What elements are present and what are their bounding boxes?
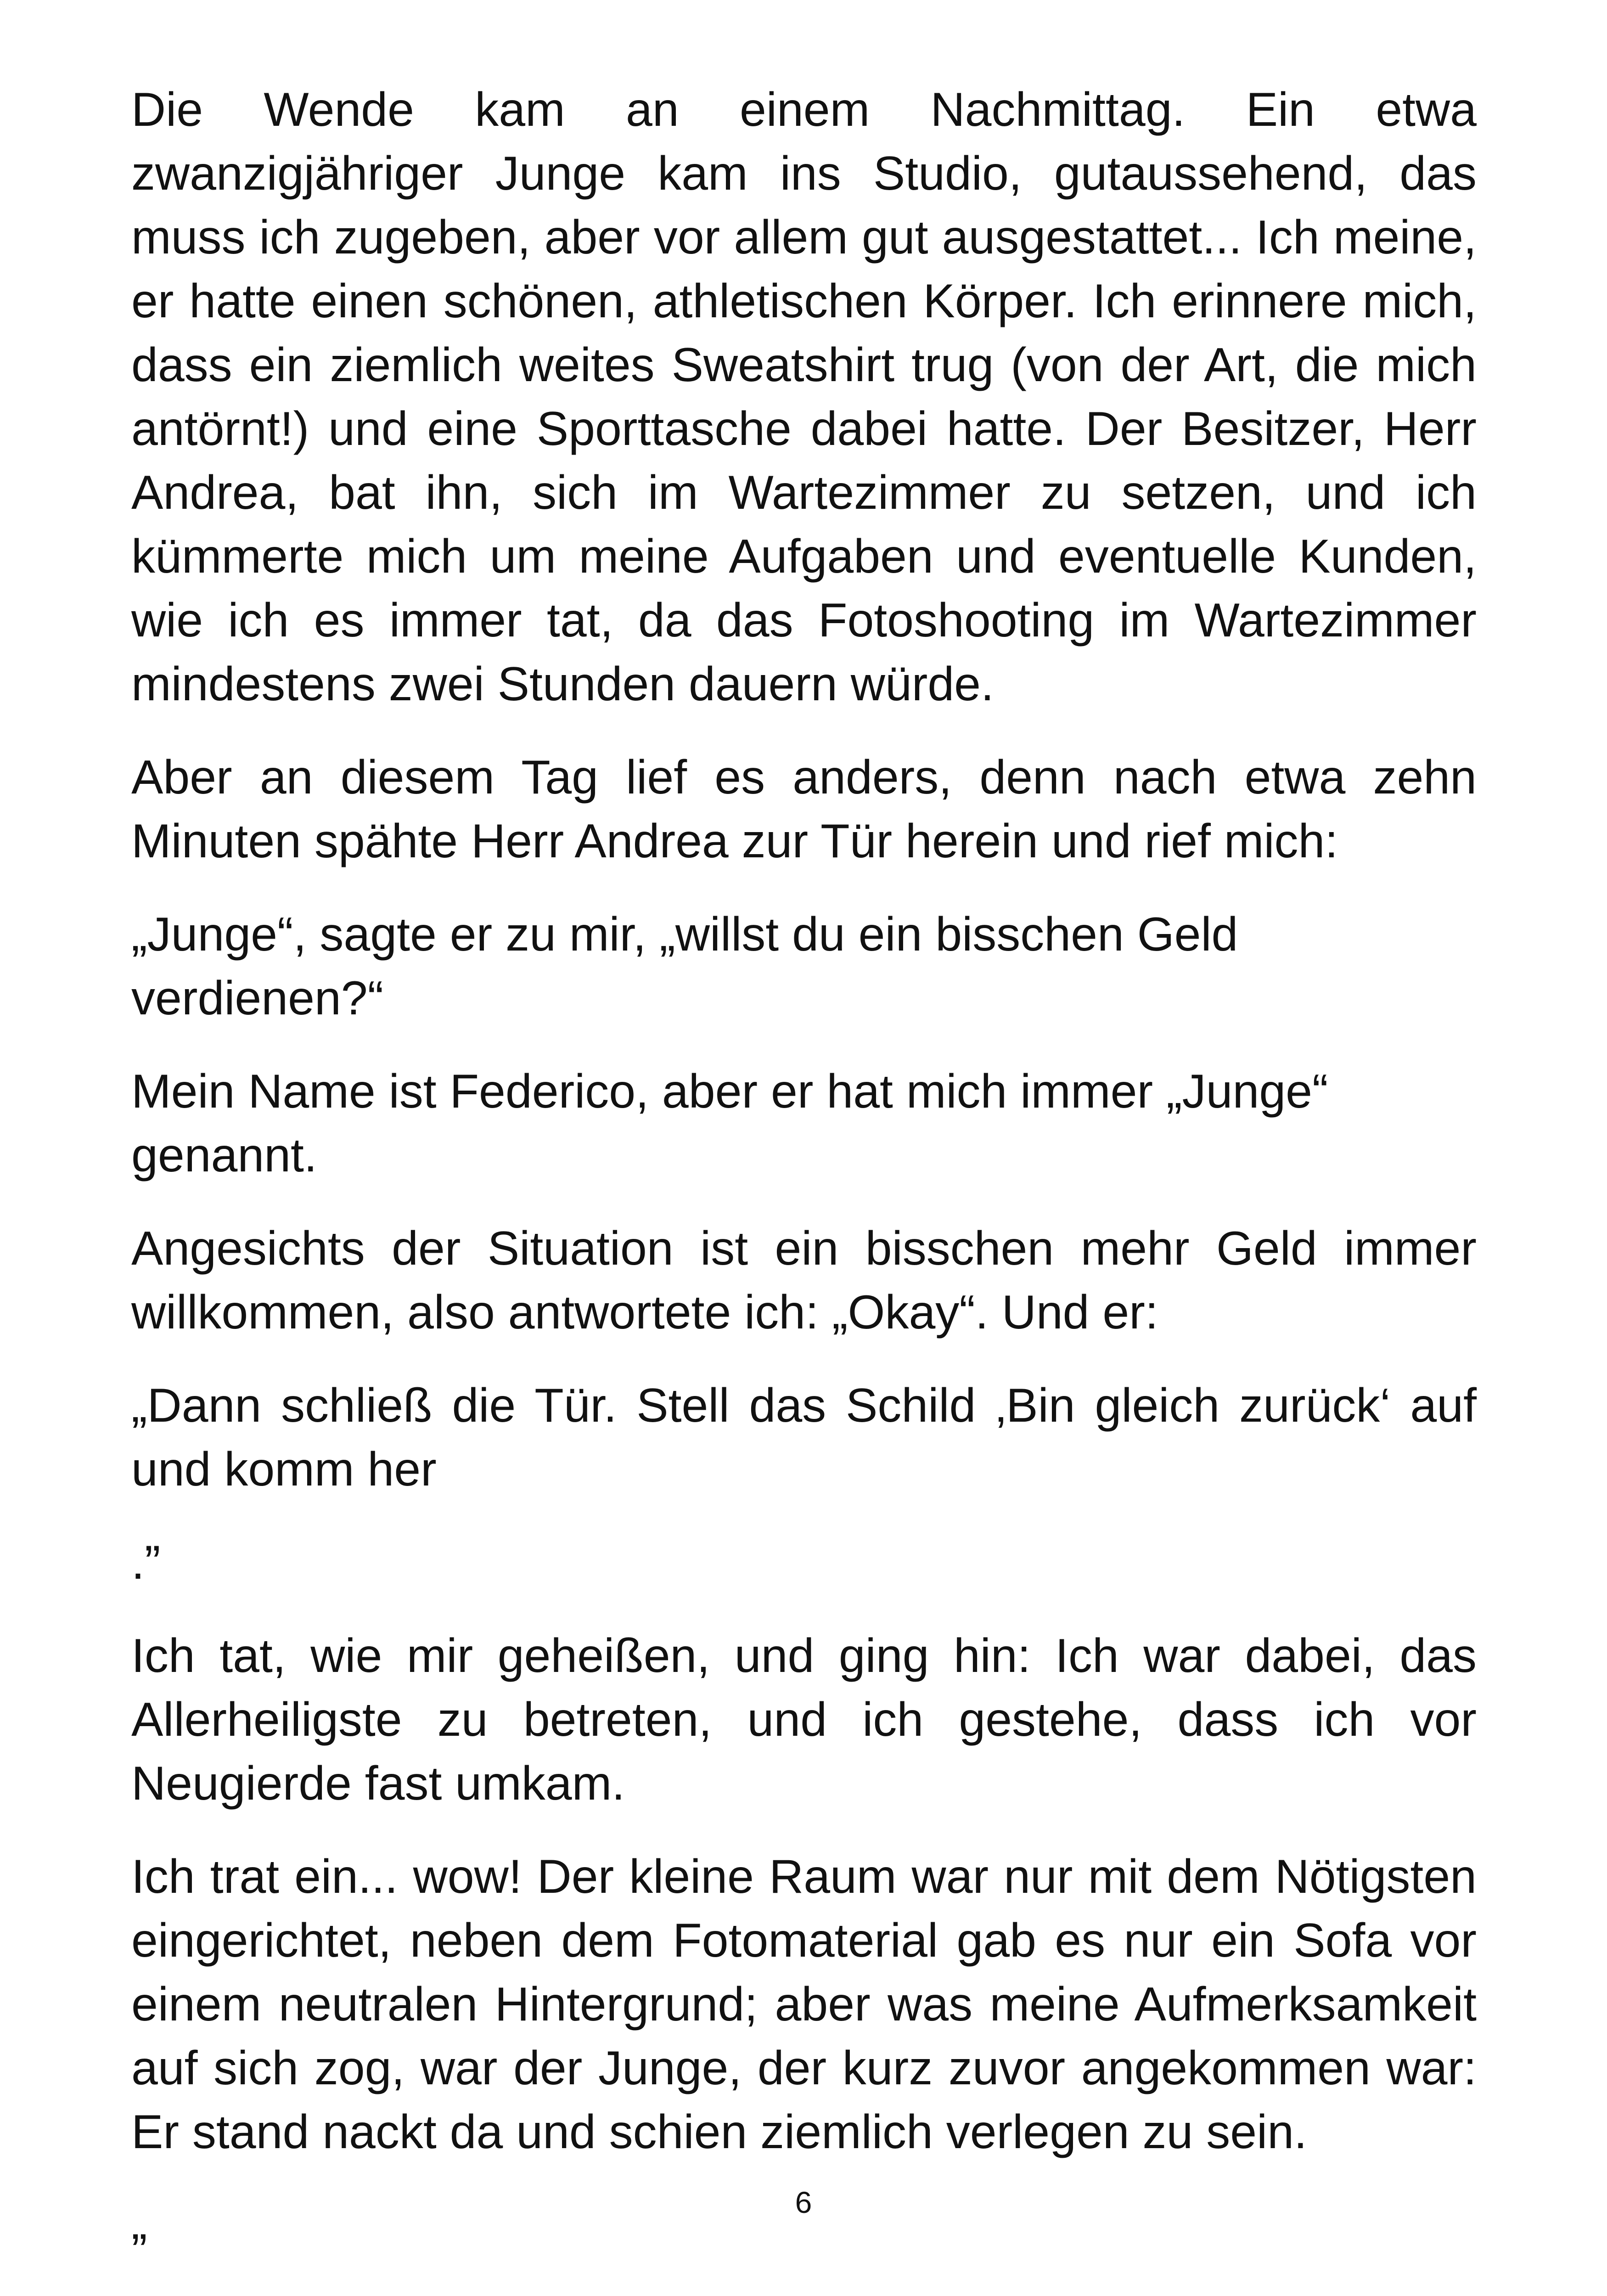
paragraph-more-money: Angesichts der Situation ist ein bisschen mehr Geld immer willkommen, also antwortete ich: „Okay“. Und er: bbox=[131, 1222, 1477, 1339]
paragraph-closing-quote: .” bbox=[131, 1536, 161, 1589]
paragraph-went-in: Ich tat, wie mir geheißen, und ging hin: Ich war dabei, das Allerheiligste zu betreten, und ich gestehe, dass ich vor Neugierde fast umkam. bbox=[131, 1629, 1477, 1810]
body-text bbox=[131, 78, 1477, 2296]
paragraph-trailing-quote: ” bbox=[131, 2224, 147, 2278]
paragraph-name-federico: Mein Name ist Federico, aber er hat mich immer „Junge“ genannt. bbox=[131, 1065, 1328, 1182]
paragraph-quote-money: „Junge“, sagte er zu mir, „willst du ein bisschen Geld verdienen?“ bbox=[131, 908, 1238, 1025]
paragraph-room: Ich trat ein... wow! Der kleine Raum war nur mit dem Nötigsten eingerichtet, neben dem Fotomaterial gab es nur ein Sofa vor einem neutralen Hintergrund; aber was meine Aufmerksamkeit auf sich zog, war der Junge, der kurz zuvor angekommen war: Er stand nackt da und schien ziemlich verlegen zu sein. bbox=[131, 1850, 1477, 2159]
paragraph-turning-point: Die Wende kam an einem Nachmittag. Ein etwa zwanzigjähriger Junge kam ins Studio, gutaussehend, das muss ich zugeben, aber vor allem gut ausgestattet... Ich meine, er hatte einen schönen, athletischen Körper. Ich erinnere mich, dass ein ziemlich weites Sweatshirt trug (von der Art, die mich antörnt!) und eine Sporttasche dabei hatte. Der Besitzer, Herr Andrea, bat ihn, sich im Wartezimmer zu setzen, und ich kümmerte mich um meine Aufgaben und eventuelle Kunden, wie ich es immer tat, da das Fotoshooting im Wartezimmer mindestens zwei Stunden dauern würde. bbox=[131, 83, 1477, 711]
page-number: 6 bbox=[795, 2185, 812, 2219]
paragraph-close-door: „Dann schließ die Tür. Stell das Schild ‚Bin gleich zurück‘ auf und komm her bbox=[131, 1379, 1477, 1496]
paragraph-different-day: Aber an diesem Tag lief es anders, denn nach etwa zehn Minuten spähte Herr Andrea zur Tür herein und rief mich: bbox=[131, 751, 1477, 868]
